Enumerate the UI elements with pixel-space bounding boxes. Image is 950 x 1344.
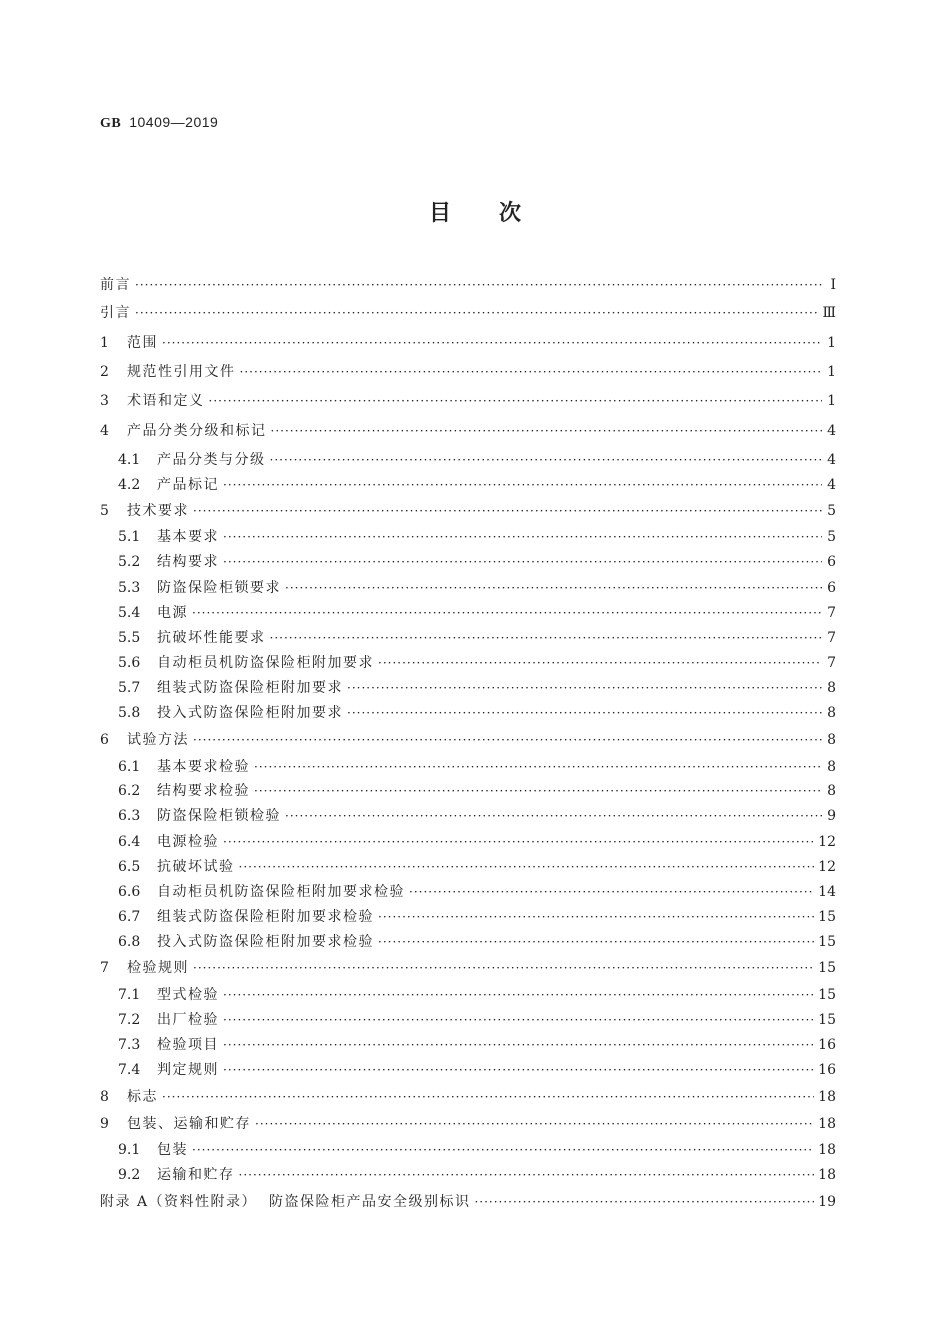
- toc-entry[interactable]: [100, 1035, 836, 1055]
- toc-entry-page: 8: [827, 705, 836, 721]
- toc-entry-number: 5.1: [118, 529, 141, 545]
- toc-entry-number: 3: [100, 393, 109, 409]
- toc-entry-page: 8: [827, 680, 836, 696]
- toc-entry-title: 自动柜员机防盗保险柜附加要求检验: [157, 884, 405, 900]
- toc-entry-title: 自动柜员机防盗保险柜附加要求: [157, 655, 374, 671]
- toc-entry-title: 技术要求: [127, 503, 189, 519]
- toc-entry-page: 7: [827, 630, 836, 646]
- toc-entry[interactable]: [100, 391, 836, 411]
- toc-entry-page: 15: [818, 934, 836, 950]
- toc-entry[interactable]: [100, 552, 836, 572]
- dot-leader: [193, 501, 822, 521]
- toc-entry-number: 5.3: [118, 580, 141, 596]
- standard-code: 10409—2019: [129, 114, 219, 130]
- dot-leader: [135, 275, 822, 295]
- toc-entry-page: 18: [818, 1089, 836, 1105]
- toc-entry-number: 6.2: [118, 783, 141, 799]
- dot-leader: [193, 730, 822, 750]
- toc-entry-number: 7: [100, 960, 109, 976]
- toc-entry-number: 5.4: [118, 605, 141, 621]
- dot-leader: [474, 1192, 814, 1212]
- dot-leader: [270, 628, 823, 648]
- dot-leader: [239, 857, 815, 877]
- toc-entry-title: 规范性引用文件: [127, 364, 236, 380]
- toc-entry-title: 组装式防盗保险柜附加要求: [157, 680, 343, 696]
- toc-entry-title: 范围: [127, 335, 158, 351]
- toc-entry-page: 12: [818, 834, 836, 850]
- toc-entry-title: 附录 A（资料性附录） 防盗保险柜产品安全级别标识: [100, 1194, 471, 1210]
- toc-entry-number: 6.1: [118, 759, 141, 775]
- toc-entry[interactable]: [100, 527, 836, 547]
- toc-entry-page: 7: [827, 605, 836, 621]
- toc-entry[interactable]: [100, 653, 836, 673]
- toc-entry-page: 1: [827, 335, 836, 351]
- toc-entry[interactable]: [100, 781, 836, 801]
- dot-leader: [162, 333, 822, 353]
- dot-leader: [254, 781, 822, 801]
- dot-leader: [223, 1010, 814, 1030]
- toc-entry-number: 4.2: [118, 477, 141, 493]
- toc-entry-page: 4: [827, 452, 836, 468]
- toc-entry-page: 15: [818, 960, 836, 976]
- toc-entry-page: 8: [827, 759, 836, 775]
- toc-entry-number: 2: [100, 364, 109, 380]
- toc-entry-number: 6.5: [118, 859, 141, 875]
- toc-entry-number: 7.1: [118, 987, 141, 1003]
- standard-prefix: GB: [100, 116, 122, 131]
- toc-entry-title: 投入式防盗保险柜附加要求: [157, 705, 343, 721]
- toc-entry-page: 6: [827, 554, 836, 570]
- toc-entry-title: 防盗保险柜锁检验: [157, 808, 281, 824]
- toc-entry-number: 6.6: [118, 884, 141, 900]
- toc-entry[interactable]: [100, 907, 836, 927]
- toc-entry-title: 抗破坏性能要求: [157, 630, 266, 646]
- dot-leader: [378, 932, 814, 952]
- toc-entry[interactable]: [100, 475, 836, 495]
- toc-entry-title: 产品分类与分级: [157, 452, 266, 468]
- toc-entry-page: 18: [818, 1116, 836, 1132]
- toc-entry[interactable]: [100, 578, 836, 598]
- toc-entry-number: 9.2: [118, 1167, 141, 1183]
- toc-entry-page: 5: [827, 529, 836, 545]
- toc-entry-page: Ⅲ: [822, 305, 836, 321]
- dot-leader: [255, 1114, 814, 1134]
- toc-entry-title: 包装: [157, 1142, 188, 1158]
- toc-entry[interactable]: [100, 932, 836, 952]
- dot-leader: [223, 985, 814, 1005]
- toc-entry-number: 6: [100, 732, 109, 748]
- toc-entry[interactable]: [100, 362, 836, 382]
- toc-entry-number: 1: [100, 335, 109, 351]
- dot-leader: [378, 653, 822, 673]
- dot-leader: [270, 450, 823, 470]
- toc-entry-number: 5.8: [118, 705, 141, 721]
- toc-entry-title: 防盗保险柜锁要求: [157, 580, 281, 596]
- toc-entry[interactable]: [100, 1140, 836, 1160]
- toc-entry-number: 4: [100, 423, 109, 439]
- toc-entry[interactable]: [100, 628, 836, 648]
- toc-entry-title: 检验项目: [157, 1037, 219, 1053]
- dot-leader: [223, 832, 814, 852]
- toc-entry-page: 18: [818, 1167, 836, 1183]
- toc-entry-number: 7.3: [118, 1037, 141, 1053]
- toc-entry-number: 4.1: [118, 452, 141, 468]
- toc-entry[interactable]: [100, 857, 836, 877]
- toc-entry-number: 5.2: [118, 554, 141, 570]
- toc-entry-title: 基本要求: [157, 529, 219, 545]
- dot-leader: [240, 362, 823, 382]
- dot-leader: [378, 907, 814, 927]
- toc-entry[interactable]: [100, 806, 836, 826]
- toc-entry[interactable]: [100, 603, 836, 623]
- dot-leader: [239, 1165, 815, 1185]
- dot-leader: [223, 552, 822, 572]
- toc-entry-page: 9: [827, 808, 836, 824]
- toc-entry-title: 投入式防盗保险柜附加要求检验: [157, 934, 374, 950]
- toc-entry-title: 电源: [157, 605, 188, 621]
- toc-entry[interactable]: [100, 501, 836, 521]
- toc-entry-page: 4: [827, 423, 836, 439]
- dot-leader: [285, 806, 822, 826]
- toc-entry-title: 电源检验: [157, 834, 219, 850]
- toc-entry-page: 5: [827, 503, 836, 519]
- toc-entry[interactable]: [100, 275, 836, 295]
- toc-entry[interactable]: [100, 333, 836, 353]
- toc-entry-number: 9.1: [118, 1142, 141, 1158]
- toc-entry[interactable]: [100, 757, 836, 777]
- toc-entry[interactable]: [100, 1010, 836, 1030]
- toc-entry[interactable]: [100, 1192, 836, 1212]
- toc-entry-number: 8: [100, 1089, 109, 1105]
- toc-entry[interactable]: [100, 303, 836, 323]
- dot-leader: [223, 1060, 814, 1080]
- toc-entry-page: 7: [827, 655, 836, 671]
- toc-entry[interactable]: [100, 1060, 836, 1080]
- dot-leader: [135, 303, 818, 323]
- toc-entry-page: 8: [827, 783, 836, 799]
- standard-number: [100, 114, 218, 132]
- toc-entry-number: 9: [100, 1116, 109, 1132]
- toc-entry[interactable]: [100, 958, 836, 978]
- toc-entry[interactable]: [100, 678, 836, 698]
- dot-leader: [192, 603, 822, 623]
- toc-entry-page: 1: [827, 393, 836, 409]
- dot-leader: [271, 421, 823, 441]
- dot-leader: [285, 578, 822, 598]
- toc-entry-title: 结构要求: [157, 554, 219, 570]
- dot-leader: [223, 527, 822, 547]
- toc-entry-page: 15: [818, 1012, 836, 1028]
- toc-entry[interactable]: [100, 832, 836, 852]
- dot-leader: [223, 1035, 814, 1055]
- toc-entry[interactable]: [100, 985, 836, 1005]
- toc-entry-page: 16: [818, 1062, 836, 1078]
- toc-entry[interactable]: [100, 730, 836, 750]
- toc-entry[interactable]: [100, 1165, 836, 1185]
- toc-entry-title: 结构要求检验: [157, 783, 250, 799]
- toc-entry-number: 6.3: [118, 808, 141, 824]
- toc-entry[interactable]: [100, 703, 836, 723]
- toc-entry-page: Ⅰ: [830, 277, 836, 293]
- toc-entry-number: 5.5: [118, 630, 141, 646]
- toc-entry-page: 16: [818, 1037, 836, 1053]
- toc-entry-title: 标志: [127, 1089, 158, 1105]
- toc-entry-title: 引言: [100, 305, 131, 321]
- toc-entry-title: 产品标记: [157, 477, 219, 493]
- dot-leader: [192, 1140, 814, 1160]
- dot-leader: [223, 475, 822, 495]
- toc-entry-title: 检验规则: [127, 960, 189, 976]
- toc-entry[interactable]: [100, 450, 836, 470]
- toc-entry-title: 术语和定义: [127, 393, 205, 409]
- toc-entry-page: 15: [818, 909, 836, 925]
- toc-entry-page: 18: [818, 1142, 836, 1158]
- toc-entry[interactable]: [100, 1087, 836, 1107]
- dot-leader: [162, 1087, 814, 1107]
- toc-entry-title: 出厂检验: [157, 1012, 219, 1028]
- toc-entry-page: 1: [827, 364, 836, 380]
- toc-entry-title: 产品分类分级和标记: [127, 423, 267, 439]
- dot-leader: [193, 958, 814, 978]
- toc-entry-title: 组装式防盗保险柜附加要求检验: [157, 909, 374, 925]
- toc-entry-number: 6.7: [118, 909, 141, 925]
- toc-entry-title: 运输和贮存: [157, 1167, 235, 1183]
- toc-entry-page: 6: [827, 580, 836, 596]
- toc-entry-title: 包装、运输和贮存: [127, 1116, 251, 1132]
- toc-entry-title: 基本要求检验: [157, 759, 250, 775]
- toc-entry-title: 型式检验: [157, 987, 219, 1003]
- toc-entry-title: 抗破坏试验: [157, 859, 235, 875]
- toc-entry[interactable]: [100, 1114, 836, 1134]
- toc-entry[interactable]: [100, 421, 836, 441]
- toc-entry-number: 6.8: [118, 934, 141, 950]
- toc-entry-page: 8: [827, 732, 836, 748]
- toc-entry-title: 判定规则: [157, 1062, 219, 1078]
- page-title: 目次: [428, 200, 569, 226]
- toc-entry-number: 5.7: [118, 680, 141, 696]
- toc-entry[interactable]: [100, 882, 836, 902]
- dot-leader: [254, 757, 822, 777]
- toc-entry-title: 试验方法: [127, 732, 189, 748]
- dot-leader: [409, 882, 814, 902]
- dot-leader: [347, 703, 822, 723]
- toc-entry-page: 4: [827, 477, 836, 493]
- toc-entry-number: 6.4: [118, 834, 141, 850]
- toc-entry-page: 15: [818, 987, 836, 1003]
- toc-entry-number: 5: [100, 503, 109, 519]
- toc-entry-number: 5.6: [118, 655, 141, 671]
- toc-entry-number: 7.4: [118, 1062, 141, 1078]
- toc-entry-page: 19: [818, 1194, 836, 1210]
- toc-entry-title: 前言: [100, 277, 131, 293]
- toc-entry-page: 12: [818, 859, 836, 875]
- dot-leader: [347, 678, 822, 698]
- toc-entry-page: 14: [818, 884, 836, 900]
- dot-leader: [209, 391, 823, 411]
- toc-entry-number: 7.2: [118, 1012, 141, 1028]
